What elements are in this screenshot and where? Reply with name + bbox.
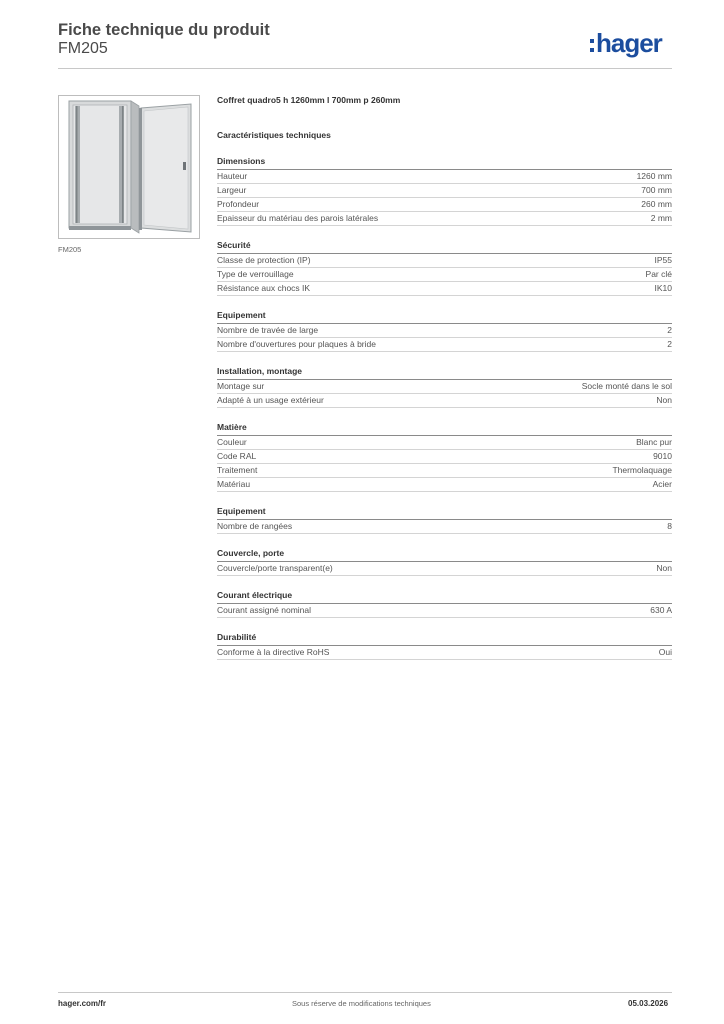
spec-value: Non — [656, 563, 672, 573]
spec-label: Matériau — [217, 479, 251, 489]
spec-label: Conforme à la directive RoHS — [217, 647, 330, 657]
footer-divider — [58, 992, 672, 993]
spec-row — [217, 604, 672, 618]
spec-label: Montage sur — [217, 381, 265, 391]
hager-logo — [590, 27, 662, 59]
spec-row — [217, 338, 672, 352]
section-heading: Equipement — [217, 309, 672, 324]
section-heading: Durabilité — [217, 631, 672, 646]
spec-value: IP55 — [654, 255, 672, 265]
spec-value: Par clé — [645, 269, 672, 279]
characteristics-heading: Caractéristiques techniques — [217, 130, 331, 140]
spec-value: 2 — [667, 325, 672, 335]
product-name: Coffret quadro5 h 1260mm l 700mm p 260mm — [217, 95, 401, 105]
spec-label: Adapté à un usage extérieur — [217, 395, 324, 405]
footer-notice: Sous réserve de modifications techniques — [292, 999, 431, 1008]
spec-row — [217, 324, 672, 338]
spec-value: 2 mm — [650, 213, 672, 223]
spec-row — [217, 464, 672, 478]
spec-row — [217, 646, 672, 660]
spec-value: 8 — [667, 521, 672, 531]
spec-label: Hauteur — [217, 171, 248, 181]
spec-row — [217, 478, 672, 492]
spec-label: Code RAL — [217, 451, 257, 461]
spec-label: Classe de protection (IP) — [217, 255, 311, 265]
spec-value: Oui — [658, 647, 672, 657]
characteristics-list — [217, 155, 672, 660]
spec-row — [217, 394, 672, 408]
spec-label: Couleur — [217, 437, 247, 447]
spec-row — [217, 450, 672, 464]
spec-value: 9010 — [653, 451, 672, 461]
spec-label: Courant assigné nominal — [217, 605, 312, 615]
spec-value: Socle monté dans le sol — [581, 381, 672, 391]
footer-date: 05.03.2026 — [628, 999, 669, 1008]
spec-value: 700 mm — [641, 185, 672, 195]
section-heading: Couvercle, porte — [217, 547, 672, 562]
header-divider — [58, 68, 672, 69]
section-heading: Equipement — [217, 505, 672, 520]
spec-value: 260 mm — [641, 199, 672, 209]
spec-label: Nombre de rangées — [217, 521, 293, 531]
spec-value: 630 A — [650, 605, 672, 615]
product-image — [58, 95, 200, 239]
page-title: Fiche technique du produit — [58, 21, 270, 39]
section-heading: Installation, montage — [217, 365, 672, 380]
spec-label: Epaisseur du matériau des parois latérales — [217, 213, 379, 223]
spec-label: Nombre d'ouvertures pour plaques à bride — [217, 339, 376, 349]
spec-section — [217, 155, 672, 226]
spec-row — [217, 436, 672, 450]
spec-row — [217, 562, 672, 576]
spec-row — [217, 212, 672, 226]
spec-section — [217, 631, 672, 660]
section-heading: Sécurité — [217, 239, 672, 254]
footer-website: hager.com/fr — [58, 999, 107, 1008]
spec-label: Résistance aux chocs IK — [217, 283, 311, 293]
spec-value: IK10 — [654, 283, 672, 293]
spec-label: Profondeur — [217, 199, 260, 209]
spec-value: 2 — [667, 339, 672, 349]
spec-value: 1260 mm — [636, 171, 672, 181]
spec-row — [217, 170, 672, 184]
spec-label: Largeur — [217, 185, 247, 195]
spec-section — [217, 309, 672, 352]
spec-label: Couvercle/porte transparent(e) — [217, 563, 333, 573]
image-caption: FM205 — [58, 245, 82, 254]
spec-value: Blanc pur — [636, 437, 672, 447]
logo-text: hager — [596, 27, 662, 58]
spec-row — [217, 380, 672, 394]
product-reference: FM205 — [58, 40, 108, 57]
spec-row — [217, 520, 672, 534]
spec-section — [217, 589, 672, 618]
spec-row — [217, 184, 672, 198]
spec-label: Nombre de travée de large — [217, 325, 319, 335]
spec-section — [217, 365, 672, 408]
spec-row — [217, 198, 672, 212]
spec-section — [217, 505, 672, 534]
spec-section — [217, 239, 672, 296]
spec-label: Type de verrouillage — [217, 269, 294, 279]
spec-row — [217, 268, 672, 282]
cabinet-illustration-icon — [59, 96, 199, 238]
spec-value: Non — [656, 395, 672, 405]
section-heading: Matière — [217, 421, 672, 436]
section-heading: Dimensions — [217, 155, 672, 170]
logo-colon-icon — [590, 39, 594, 52]
spec-section — [217, 421, 672, 492]
product-details — [217, 95, 672, 660]
spec-row — [217, 282, 672, 296]
spec-row — [217, 254, 672, 268]
spec-section — [217, 547, 672, 576]
spec-value: Thermolaquage — [612, 465, 672, 475]
spec-value: Acier — [652, 479, 672, 489]
spec-label: Traitement — [217, 465, 258, 475]
section-heading: Courant électrique — [217, 589, 672, 604]
